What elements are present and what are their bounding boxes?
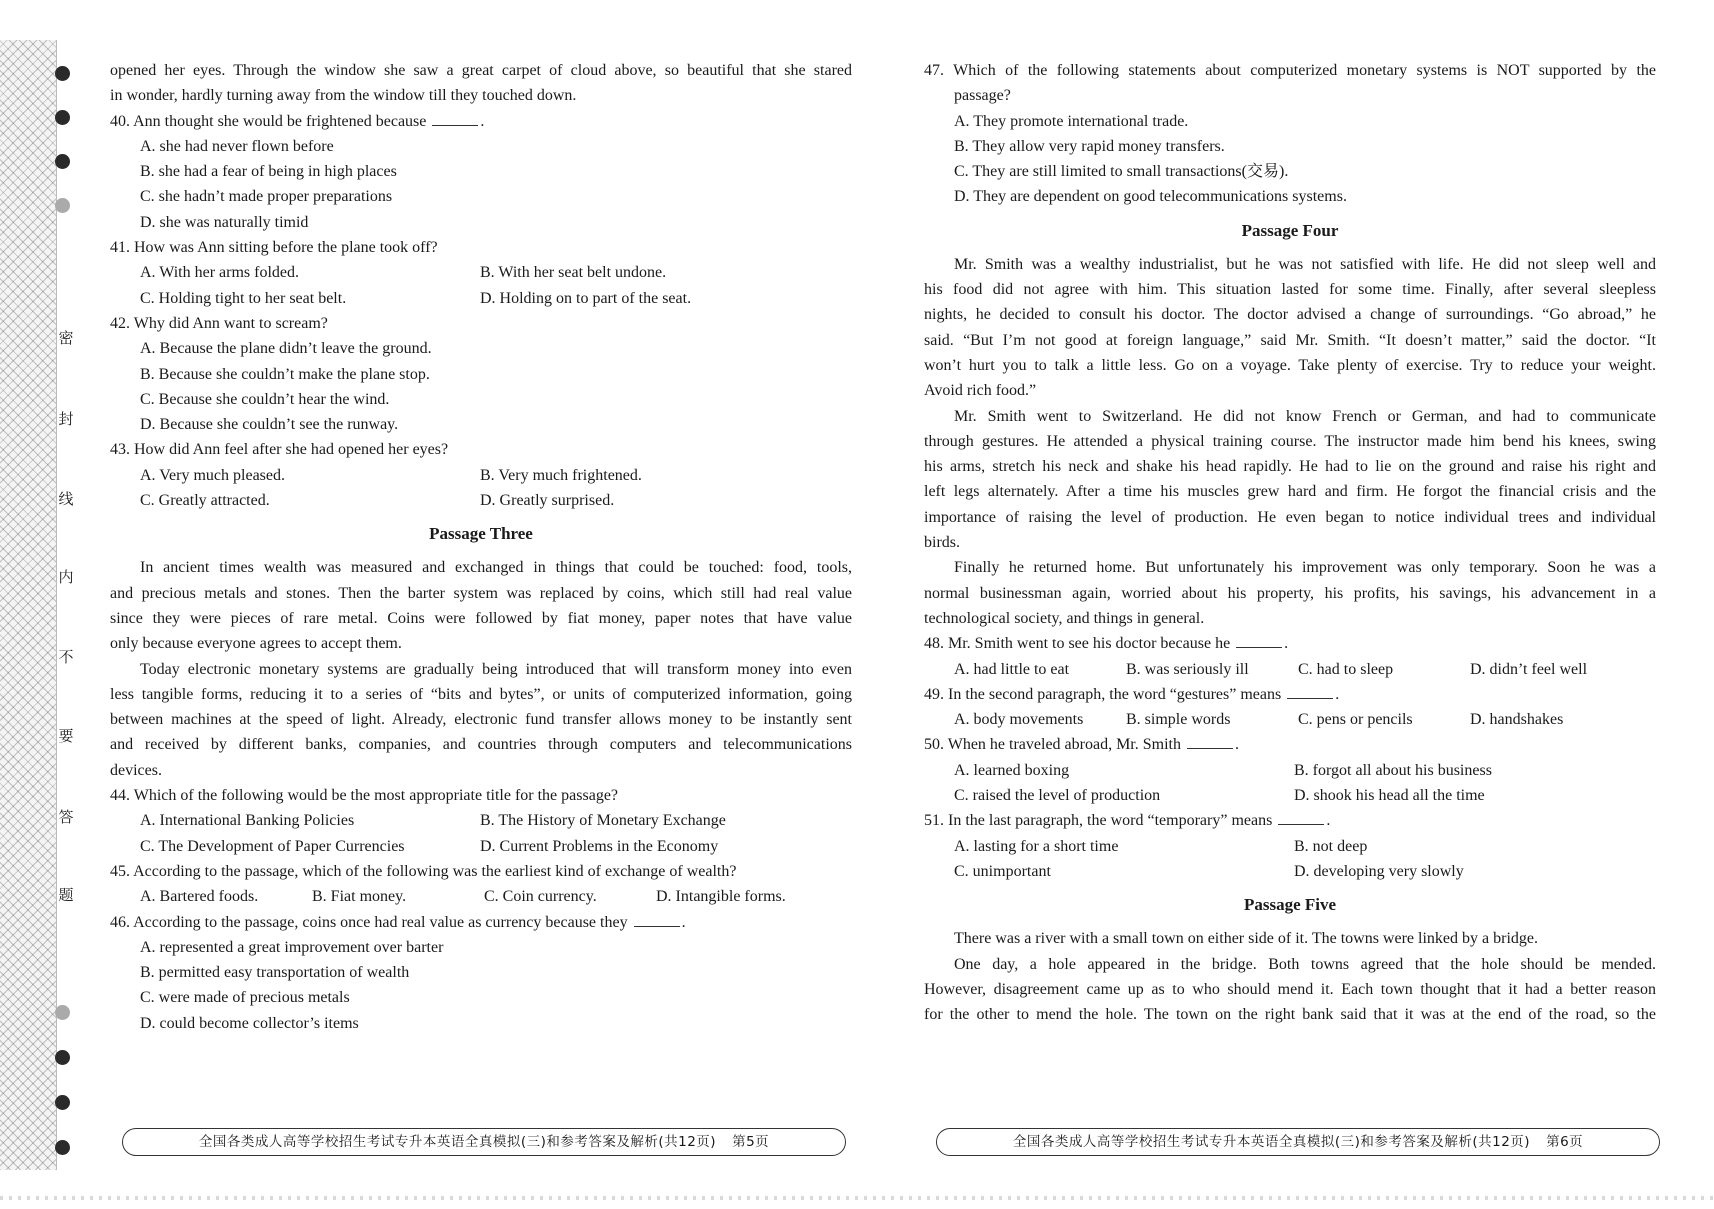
option-row [110,884,852,909]
option[interactable]: D. Because she couldn’t see the runway. [140,416,399,434]
question-47-stem: 47. Which of the following statements about computerized monetary systems is NOT supported by the [924,62,1656,79]
option[interactable]: B. she had a fear of being in high places [140,163,397,181]
option[interactable]: A. body movements [954,711,1084,729]
passage-line: between machines at the speed of light. Already, electronic fund transfer allows money to be instantly sent [110,711,852,729]
binding-hole [55,66,70,81]
page-number: 第5页 [732,1134,770,1150]
answer-blank[interactable] [1187,734,1233,749]
option[interactable]: C. were made of precious metals [140,989,350,1007]
passage-four-title: Passage Four [1241,220,1339,240]
answer-blank[interactable] [1287,684,1333,699]
passage-line: devices. [110,761,162,779]
option[interactable]: C. she hadn’t made proper preparations [140,188,393,206]
option[interactable]: B. was seriously ill [1126,660,1249,678]
option[interactable]: D. she was naturally timid [140,213,309,231]
option[interactable]: A. With her arms folded. [140,264,300,282]
binding-hole [55,154,70,169]
option[interactable]: A. learned boxing [954,761,1070,779]
question-stem: 50. When he traveled abroad, Mr. Smith [924,736,1181,754]
passage-line: normal businessman again, worried about his property, his profits, his savings, his advancement in a [924,584,1656,602]
passage-line: Avoid rich food.” [924,382,1037,400]
option[interactable]: C. They are still limited to small transactions(交易). [954,163,1289,181]
seal-char: 不 [58,648,74,666]
answer-blank[interactable] [432,111,478,126]
option[interactable]: A. represented a great improvement over barter [140,938,444,956]
passage-line: and precious metals and stones. Then the barter system was replaced by coins, which still had real value [110,584,852,602]
option[interactable]: D. Current Problems in the Economy [480,837,719,855]
question-48-stem: 48. Mr. Smith went to see his doctor because he . [924,635,1289,653]
option[interactable]: A. They promote international trade. [954,112,1189,130]
option[interactable]: C. pens or pencils [1298,711,1413,729]
passage-line: However, disagreement came up as to who should mend it. Each town thought that it had a better reason [924,980,1656,998]
seal-char: 线 [58,490,74,508]
right-page-column [924,58,1656,1027]
option[interactable]: D. handshakes [1470,711,1564,729]
passage-line: and received by different banks, companies, and countries through computers and telecommunications [110,736,852,754]
footer-text: 全国各类成人高等学校招生考试专升本英语全真模拟(三)和参考答案及解析(共12页) [198,1134,717,1150]
passage-three-title: Passage Three [429,524,533,544]
option[interactable]: B. simple words [1126,711,1231,729]
seal-char: 题 [58,886,74,904]
option-row [110,808,852,833]
passage-line: only because everyone agrees to accept them. [110,635,402,653]
passage-line: opened her eyes. Through the window she saw a great carpet of cloud above, so beautiful that she stared [110,62,852,79]
passage-line: left legs alternately. After a time his muscles grew hard and firm. He forgot the financial crisis and the [924,483,1656,501]
question-42-stem: 42. Why did Ann want to scream? [110,314,328,332]
option[interactable]: C. Greatly attracted. [140,492,270,510]
option[interactable]: A. lasting for a short time [954,837,1119,855]
option-row [924,657,1656,682]
option[interactable]: B. Because she couldn’t make the plane stop. [140,365,430,383]
answer-blank[interactable] [1236,633,1282,648]
option[interactable]: D. developing very slowly [1294,862,1464,880]
option[interactable]: D. Greatly surprised. [480,492,615,510]
question-stem: 40. Ann thought she would be frightened because [110,112,427,130]
question-49-stem: 49. In the second paragraph, the word “gestures” means . [924,685,1340,703]
question-stem: 48. Mr. Smith went to see his doctor because he [924,635,1231,653]
binding-margin [0,40,57,1170]
option-row [924,859,1656,884]
question-47-stem-cont: passage? [954,87,1011,105]
question-50-stem: 50. When he traveled abroad, Mr. Smith . [924,736,1239,754]
binding-hole [55,1005,70,1020]
footer-text: 全国各类成人高等学校招生考试专升本英语全真模拟(三)和参考答案及解析(共12页) [1012,1134,1531,1150]
passage-line: Mr. Smith was a wealthy industrialist, but he was not satisfied with life. He did not sleep well and [954,255,1656,273]
option[interactable]: B. Fiat money. [312,888,407,906]
option-row [924,707,1656,732]
option[interactable]: A. she had never flown before [140,137,334,155]
page-footer [122,1128,846,1156]
binding-hole [55,1050,70,1065]
option-row [110,260,852,285]
question-44-stem: 44. Which of the following would be the most appropriate title for the passage? [110,787,619,805]
scan-edge [0,1196,1714,1200]
option[interactable]: D. didn’t feel well [1470,660,1588,678]
option-row [110,286,852,311]
option[interactable]: B. The History of Monetary Exchange [480,812,726,830]
passage-line: since they were pieces of rare metal. Coins were followed by fiat money, paper notes that have value [110,609,852,627]
passage-line: his food did not agree with him. This situation lasted for some time. Finally, after several sleepless [924,281,1656,299]
answer-blank[interactable] [1278,810,1324,825]
option-row [110,488,852,513]
question-51-stem: 51. In the last paragraph, the word “temporary” means . [924,812,1331,830]
option[interactable]: C. The Development of Paper Currencies [140,837,405,855]
option[interactable]: B. not deep [1294,837,1368,855]
option[interactable]: C. Because she couldn’t hear the wind. [140,390,390,408]
question-43-stem: 43. How did Ann feel after she had opened her eyes? [110,441,449,459]
option[interactable]: C. Coin currency. [484,888,597,906]
option[interactable]: A. Bartered foods. [140,888,259,906]
option[interactable]: D. could become collector’s items [140,1014,359,1032]
passage-line: importance of raising the level of production. He even began to notice individual trees and individual [924,508,1656,526]
option[interactable]: A. Because the plane didn’t leave the ground. [140,340,432,358]
option[interactable]: B. With her seat belt undone. [480,264,667,282]
binding-hole [55,110,70,125]
option[interactable]: A. had little to eat [954,660,1070,678]
option[interactable]: D. They are dependent on good telecommunications systems. [954,188,1347,206]
passage-line: Mr. Smith went to Switzerland. He did not know French or German, and had to communicate [954,407,1656,425]
passage-line: said. “But I’m not good at foreign language,” said Mr. Smith. “It doesn’t matter,” said the doctor. “It [924,331,1656,349]
option[interactable]: D. Intangible forms. [656,888,786,906]
passage-line: in wonder, hardly turning away from the window till they touched down. [110,87,577,105]
passage-line: There was a river with a small town on either side of it. The towns were linked by a bridge. [954,930,1538,948]
option-row [924,783,1656,808]
option[interactable]: C. had to sleep [1298,660,1394,678]
option[interactable]: B. forgot all about his business [1294,761,1492,779]
option[interactable]: D. shook his head all the time [1294,787,1485,805]
passage-line: technological society, and things in general. [924,609,1205,627]
option[interactable]: A. Very much pleased. [140,466,285,484]
option-row [110,463,852,488]
passage-line: Today electronic monetary systems are gradually being introduced that will transform money into even [140,660,852,678]
seal-char: 封 [58,410,74,428]
passage-line: In ancient times wealth was measured and exchanged in things that could be touched: food, tools, [140,559,852,577]
passage-line: through gestures. He attended a physical training course. The instructor made him bend his knees, swing [924,432,1656,450]
question-45-stem: 45. According to the passage, which of the following was the earliest kind of exchange of wealth? [110,862,737,880]
binding-hole [55,198,70,213]
passage-line: less tangible forms, reducing it to a series of “bits and bytes”, or units of computerized information, going [110,685,852,703]
option[interactable]: C. unimportant [954,862,1051,880]
passage-line: won’t hurt you to talk a little less. Go on a voyage. Take plenty of exercise. Try to reduce your weight. [924,356,1656,374]
answer-blank[interactable] [634,912,680,927]
page-footer [936,1128,1660,1156]
question-41-stem: 41. How was Ann sitting before the plane took off? [110,239,438,257]
option-row [924,758,1656,783]
binding-hole [55,1095,70,1110]
option[interactable]: D. Holding on to part of the seat. [480,289,692,307]
question-stem: 46. According to the passage, coins once had real value as currency because they [110,913,628,931]
seal-char: 密 [58,329,74,347]
passage-line: Finally he returned home. But unfortunately his improvement was only temporary. Soon he was a [954,559,1656,577]
passage-five-title: Passage Five [1243,895,1337,915]
question-40-stem: 40. Ann thought she would be frightened because . [110,112,485,130]
binding-hole [55,1140,70,1155]
question-46-stem: 46. According to the passage, coins once had real value as currency because they . [110,913,686,931]
page-number: 第6页 [1546,1134,1584,1150]
question-stem: 51. In the last paragraph, the word “temporary” means [924,812,1273,830]
passage-line: his arms, stretch his neck and shake his head rapidly. He had to lie on the ground and raise his right and [924,458,1656,476]
seal-char: 要 [58,727,74,745]
seal-char: 内 [58,568,74,586]
option[interactable]: B. permitted easy transportation of wealth [140,964,410,982]
passage-line: for the other to mend the hole. The town on the right bank said that it was at the end of the road, so the [924,1006,1656,1024]
option[interactable]: C. raised the level of production [954,787,1161,805]
option-row [110,834,852,859]
option[interactable]: C. Holding tight to her seat belt. [140,289,347,307]
question-stem: 49. In the second paragraph, the word “gestures” means [924,685,1282,703]
seal-char: 答 [58,808,74,826]
passage-line: nights, he decided to consult his doctor. The doctor advised a change of surroundings. “Go abroad,” he [924,306,1656,324]
option[interactable]: B. They allow very rapid money transfers. [954,137,1225,155]
passage-line: One day, a hole appeared in the bridge. Both towns agreed that the hole should be mended. [954,955,1656,973]
passage-line: birds. [924,534,960,552]
option[interactable]: B. Very much frightened. [480,466,642,484]
option-row [924,834,1656,859]
option[interactable]: A. International Banking Policies [140,812,355,830]
left-page-column [110,58,852,1036]
